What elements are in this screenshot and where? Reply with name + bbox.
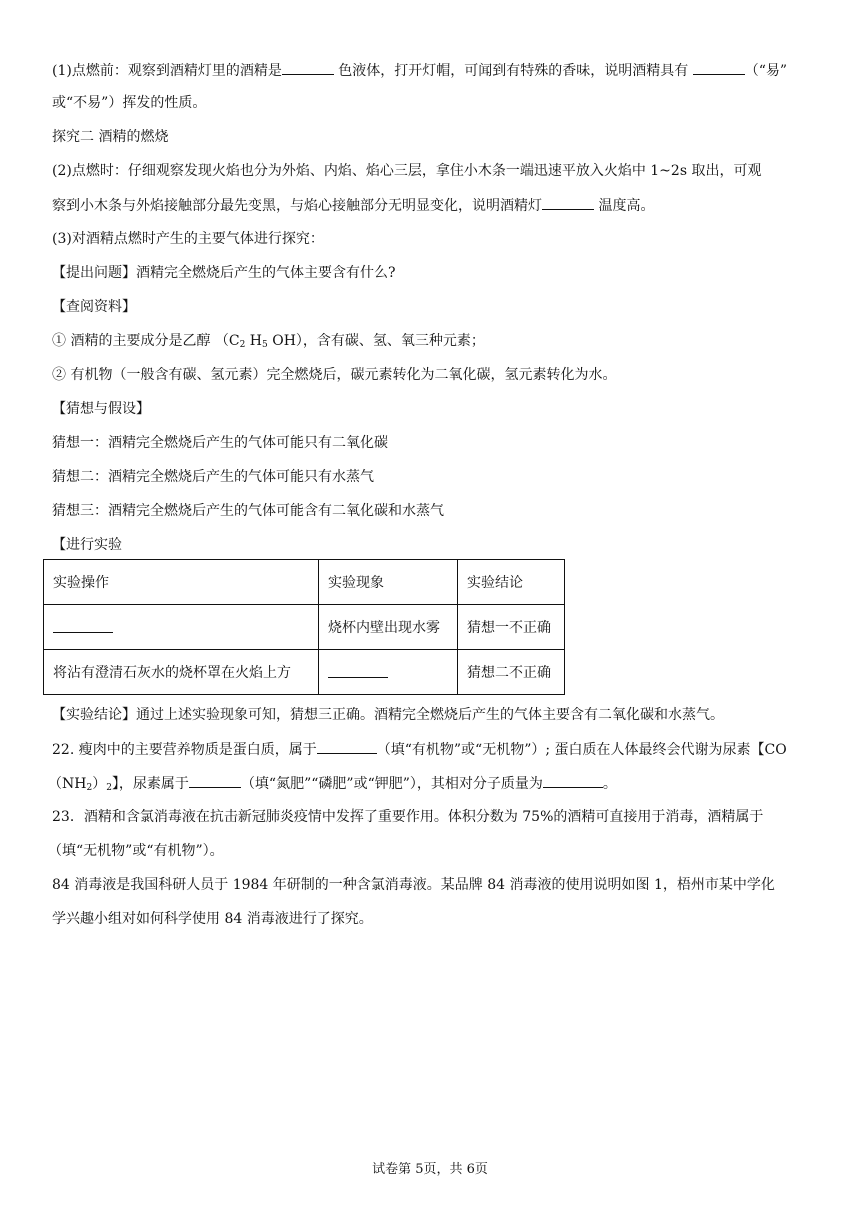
- material1-prefix: ① 酒精的主要成分是乙醇 （C: [52, 333, 240, 349]
- subscript: 5: [262, 340, 268, 350]
- q22-text-c2: ）: [92, 776, 107, 792]
- answer-blank[interactable]: [693, 60, 745, 75]
- q1-line1: [52, 60, 787, 81]
- q23-line3: 84 消毒液是我国科研人员于 1984 年研制的一种含氯消毒液。某品牌 84 消毒液的使用说明如图 1，梧州市某中学化: [52, 877, 775, 893]
- q1-line2: 或“不易”）挥发的性质。: [52, 95, 207, 111]
- q22-text-b: （填“有机物”或“无机物”）; 蛋白质在人体最终会代谢为尿素【CO: [376, 742, 787, 758]
- material1-suffix: OH），含有碳、氢、氧三种元素；: [267, 333, 485, 349]
- table-header-row: [44, 560, 565, 605]
- hypothesis-2: 猜想二：酒精完全燃烧后产生的气体可能只有水蒸气: [52, 469, 374, 485]
- answer-blank[interactable]: [53, 618, 113, 633]
- subscript: 2: [106, 783, 112, 793]
- q1-text-c: （“易”: [744, 63, 788, 79]
- q3-line: (3)对酒精点燃时产生的主要气体进行探究：: [52, 231, 324, 247]
- q22-text-a: 22. 瘦肉中的主要营养物质是蛋白质，属于: [52, 742, 317, 758]
- question-heading: 【提出问题】酒精完全燃烧后产生的气体主要含有什么?: [52, 265, 396, 281]
- section2-heading: 探究二 酒精的燃烧: [52, 129, 169, 145]
- q2-line2: [52, 195, 654, 216]
- q22-text-e: 。: [602, 776, 617, 792]
- q23-line4: 学兴趣小组对如何科学使用 84 消毒液进行了探究。: [52, 911, 373, 927]
- q2-line1: (2)点燃时：仔细观察发现火焰也分为外焰、内焰、焰心三层，拿住小木条一端迅速平放入火焰中 1~2s 取出，可观: [52, 163, 762, 179]
- table-cell: 烧杯内壁出现水雾: [319, 605, 458, 650]
- q2-text-a: 察到小木条与外焰接触部分最先变黑，与焰心接触部分无明显变化，说明酒精灯: [52, 198, 542, 214]
- q23-line2: （填“无机物”或“有机物”）。: [48, 843, 224, 859]
- page-footer: 试卷第 5页，共 6页: [372, 1162, 488, 1177]
- table-cell: 将沾有澄清石灰水的烧杯罩在火焰上方: [44, 650, 319, 695]
- answer-blank[interactable]: [542, 195, 594, 210]
- experiment-table: [43, 559, 565, 695]
- material-1: [52, 331, 485, 355]
- subscript: 2: [239, 340, 246, 350]
- material-2: ② 有机物（一般含有碳、氢元素）完全燃烧后，碳元素转化为二氧化碳，氢元素转化为水。: [52, 367, 617, 383]
- answer-blank[interactable]: [282, 60, 334, 75]
- experiment-heading: 【进行实验: [52, 537, 122, 553]
- hypothesis-1: 猜想一：酒精完全燃烧后产生的气体可能只有二氧化碳: [52, 435, 388, 451]
- materials-heading: 【查阅资料】: [52, 299, 136, 315]
- hypothesis-3: 猜想三：酒精完全燃烧后产生的气体可能含有二氧化碳和水蒸气: [52, 503, 444, 519]
- answer-blank[interactable]: [189, 773, 241, 788]
- table-row: [44, 650, 565, 695]
- q22-text-c3: 】，尿素属于: [111, 776, 189, 792]
- q22-text-c1: （NH: [48, 776, 87, 792]
- q1-text-a: (1)点燃前：观察到酒精灯里的酒精是: [52, 63, 282, 79]
- answer-blank[interactable]: [317, 739, 377, 754]
- subscript: 2: [86, 783, 93, 793]
- table-header: 实验现象: [319, 560, 458, 605]
- table-header: 实验结论: [458, 560, 565, 605]
- table-header: 实验操作: [44, 560, 319, 605]
- hypothesis-heading: 【猜想与假设】: [52, 401, 150, 417]
- answer-blank[interactable]: [543, 773, 603, 788]
- table-row: [44, 605, 565, 650]
- table-cell: 猜想一不正确: [458, 605, 565, 650]
- q23-line1: 23．酒精和含氯消毒液在抗击新冠肺炎疫情中发挥了重要作用。体积分数为 75%的酒精可直接用于消毒，酒精属于: [52, 809, 764, 825]
- q22-line2: [48, 773, 617, 798]
- q1-text-b: 色液体，打开灯帽，可闻到有特殊的香味，说明酒精具有: [333, 63, 693, 79]
- table-cell: [319, 650, 458, 695]
- table-cell: 猜想二不正确: [458, 650, 565, 695]
- q22-text-d: （填“氮肥”“磷肥”或“钾肥”），其相对分子质量为: [240, 776, 543, 792]
- experiment-conclusion: 【实验结论】通过上述实验现象可知，猜想三正确。酒精完全燃烧后产生的气体主要含有二氧化碳和水蒸气。: [52, 707, 724, 723]
- table-cell: [44, 605, 319, 650]
- material1-mid: H: [245, 333, 263, 349]
- answer-blank[interactable]: [328, 663, 388, 678]
- q22-line1: [52, 739, 787, 760]
- q2-text-b: 温度高。: [594, 198, 655, 214]
